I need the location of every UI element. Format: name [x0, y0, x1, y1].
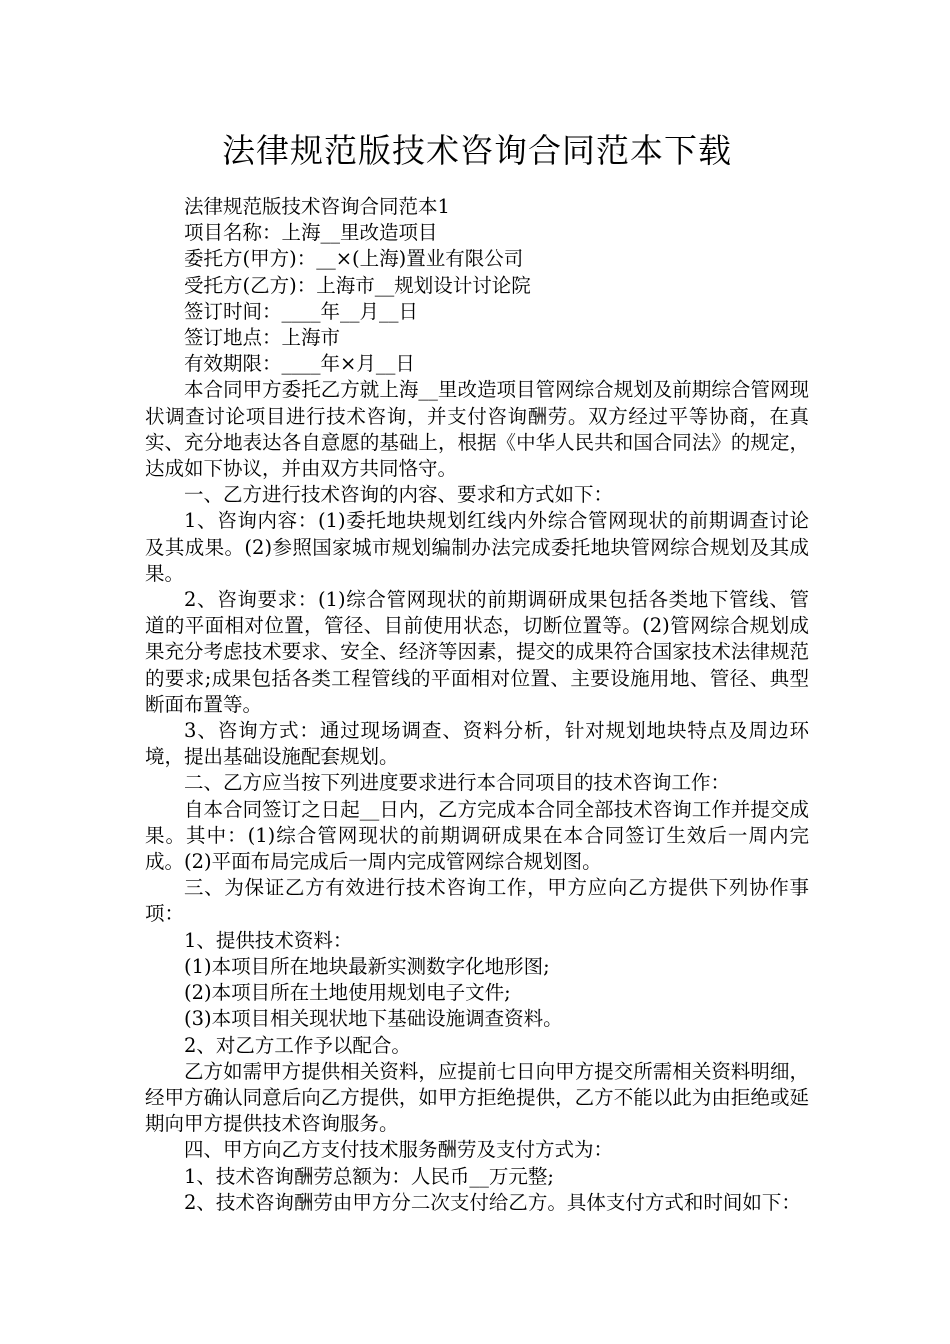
paragraph-schedule: 自本合同签订之日起__日内，乙方完成本合同全部技术咨询工作并提交成果。其中：(1)综合管网现状的前期调研成果在本合同签订生效后一周内完成。(2)平面布局完成后一周内完成管网综合规划图。 — [145, 797, 809, 874]
paragraph-party-b: 受托方(乙方)：上海市__规划设计讨论院 — [184, 273, 531, 297]
document-body — [145, 194, 809, 1216]
section-heading-1: 一、乙方进行技术咨询的内容、要求和方式如下： — [184, 483, 614, 507]
paragraph-fee-payment: 2、技术咨询酬劳由甲方分二次支付给乙方。具体支付方式和时间如下： — [184, 1190, 801, 1214]
paragraph-project-name: 项目名称：上海__里改造项目 — [184, 221, 438, 245]
document-page — [145, 128, 809, 1216]
paragraph-fee-total: 1、技术咨询酬劳总额为：人民币__万元整; — [184, 1164, 554, 1188]
section-heading-4: 四、甲方向乙方支付技术服务酬劳及支付方式为： — [184, 1138, 614, 1162]
list-item: (3)本项目相关现状地下基础设施调查资料。 — [184, 1007, 563, 1031]
list-item: (1)本项目所在地块最新实测数字化地形图; — [184, 954, 550, 978]
paragraph-material-request: 乙方如需甲方提供相关资料，应提前七日向甲方提交所需相关资料明细，经甲方确认同意后向乙方提供，如甲方拒绝提供，乙方不能以此为由拒绝或延期向甲方提供技术咨询服务。 — [145, 1059, 809, 1136]
paragraph-subtitle: 法律规范版技术咨询合同范本1 — [184, 195, 450, 218]
document-title: 法律规范版技术咨询合同范本下载 — [222, 131, 732, 170]
paragraph-provide-materials: 1、提供技术资料： — [184, 928, 353, 952]
list-item: (2)本项目所在土地使用规划电子文件; — [184, 981, 511, 1005]
section-heading-3: 三、为保证乙方有效进行技术咨询工作，甲方应向乙方提供下列协作事项： — [145, 876, 809, 926]
paragraph-validity: 有效期限：____年×月__日 — [184, 352, 415, 376]
section-heading-2: 二、乙方应当按下列进度要求进行本合同项目的技术咨询工作： — [184, 771, 731, 795]
paragraph-sign-place: 签订地点：上海市 — [184, 326, 341, 350]
paragraph-content: 1、咨询内容：(1)委托地块规划红线内外综合管网现状的前期调查讨论及其成果。(2)参照国家城市规划编制办法完成委托地块管网综合规划及其成果。 — [145, 509, 809, 585]
paragraph-cooperate: 2、对乙方工作予以配合。 — [184, 1033, 411, 1057]
paragraph-preamble: 本合同甲方委托乙方就上海__里改造项目管网综合规划及前期综合管网现状调查讨论项目进行技术咨询，并支付咨询酬劳。双方经过平等协商，在真实、充分地表达各自意愿的基础上，根据《中华人民共和国合同法》的规定，达成如下协议，并由双方共同恪守。 — [145, 378, 809, 481]
paragraph-party-a: 委托方(甲方)：__×(上海)置业有限公司 — [184, 247, 524, 271]
paragraph-method: 3、咨询方式：通过现场调查、资料分析，针对规划地块特点及周边环境，提出基础设施配套规划。 — [145, 719, 809, 769]
paragraph-requirements: 2、咨询要求：(1)综合管网现状的前期调研成果包括各类地下管线、管道的平面相对位置，管径、目前使用状态，切断位置等。(2)管网综合规划成果充分考虑技术要求、安全、经济等因素，提交的成果符合国家技术法律规范的要求;成果包括各类工程管线的平面相对位置、主要设施用地、管径、典型断面布置等。 — [145, 588, 809, 716]
paragraph-sign-date: 签订时间：____年__月__日 — [184, 299, 419, 323]
